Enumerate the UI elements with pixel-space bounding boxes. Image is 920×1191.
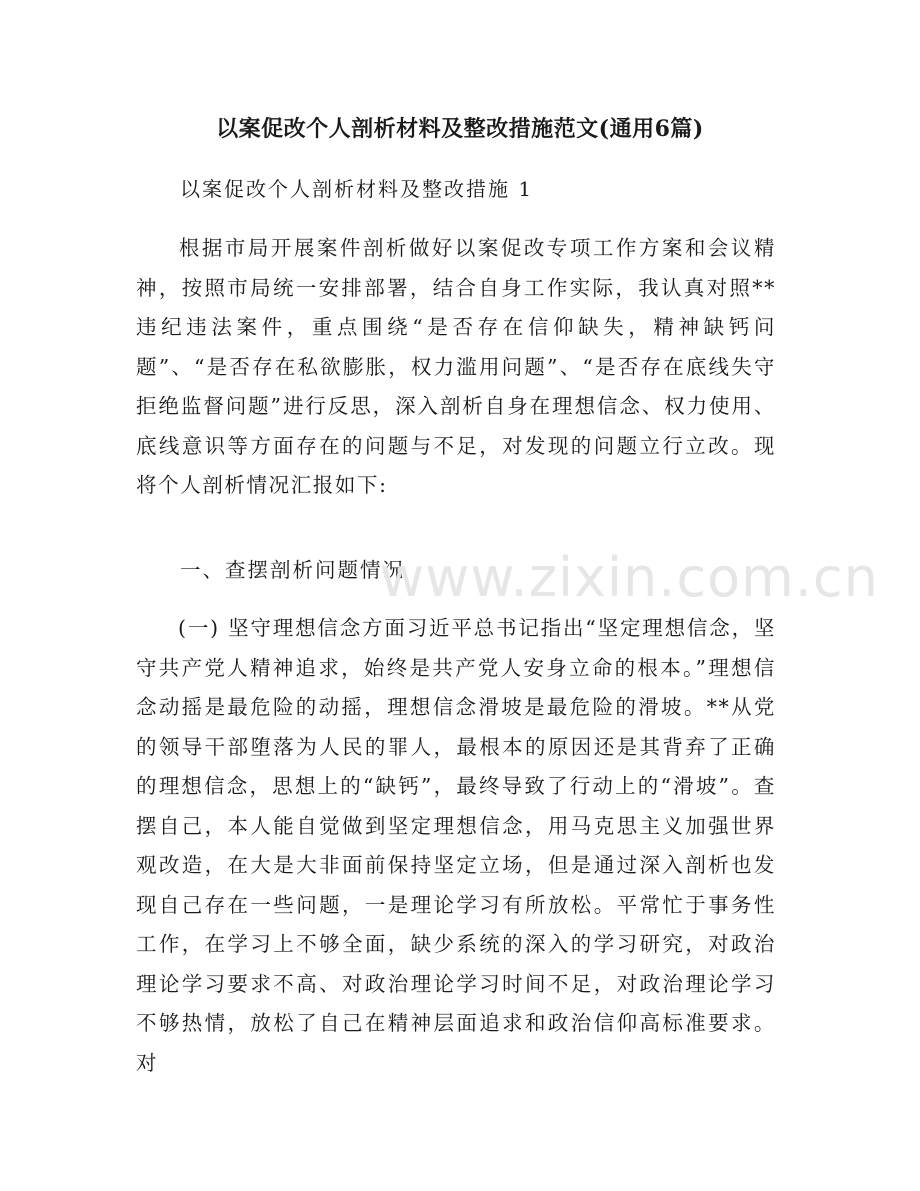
watermark-logo: www.zixin.com.cn <box>380 546 879 609</box>
body-paragraph <box>136 229 776 506</box>
document-title: 以案促改个人剖析材料及整改措施范文(通用6篇) <box>216 116 704 142</box>
document-subtitle: 以案促改个人剖析材料及整改措施 1 <box>180 177 534 201</box>
paragraph-text: 根据市局开展案件剖析做好以案促改专项工作方案和会议精神，按照市局统一安排部署，结合自身工作实际，我认真对照**违纪违法案件，重点围绕“是否存在信仰缺失，精神缺钙问题”、“是否存在私欲膨胀，权力滥用问题”、“是否存在底线失守拒绝监督问题”进行反思，深入剖析自身在理想信念、权力使用、底线意识等方面存在的问题与不足，对发现的问题立行立改。现将个人剖析情况汇报如下: <box>136 236 776 497</box>
section-heading: 一、查摆剖析问题情况 <box>180 558 405 582</box>
body-paragraph <box>136 609 776 1083</box>
paragraph-text: (一) 坚守理想信念方面习近平总书记指出“坚定理想信念，坚守共产党人精神追求，始终是共产党人安身立命的根本。”理想信念动摇是最危险的动摇，理想信念滑坡是最危险的滑坡。**从党的领导干部堕落为人民的罪人，最根本的原因还是其背弃了正确的理想信念，思想上的“缺钙”，最终导致了行动上的“滑坡”。查摆自己，本人能自觉做到坚定理想信念，用马克思主义加强世界观改造，在大是大非面前保持坚定立场，但是通过深入剖析也发现自己存在一些问题，一是理论学习有所放松。平常忙于事务性工作，在学习上不够全面，缺少系统的深入的学习研究，对政治理论学习要求不高、对政治理论学习时间不足，对政治理论学习不够热情，放松了自己在精神层面追求和政治信仰高标准要求。对 <box>136 616 776 1075</box>
